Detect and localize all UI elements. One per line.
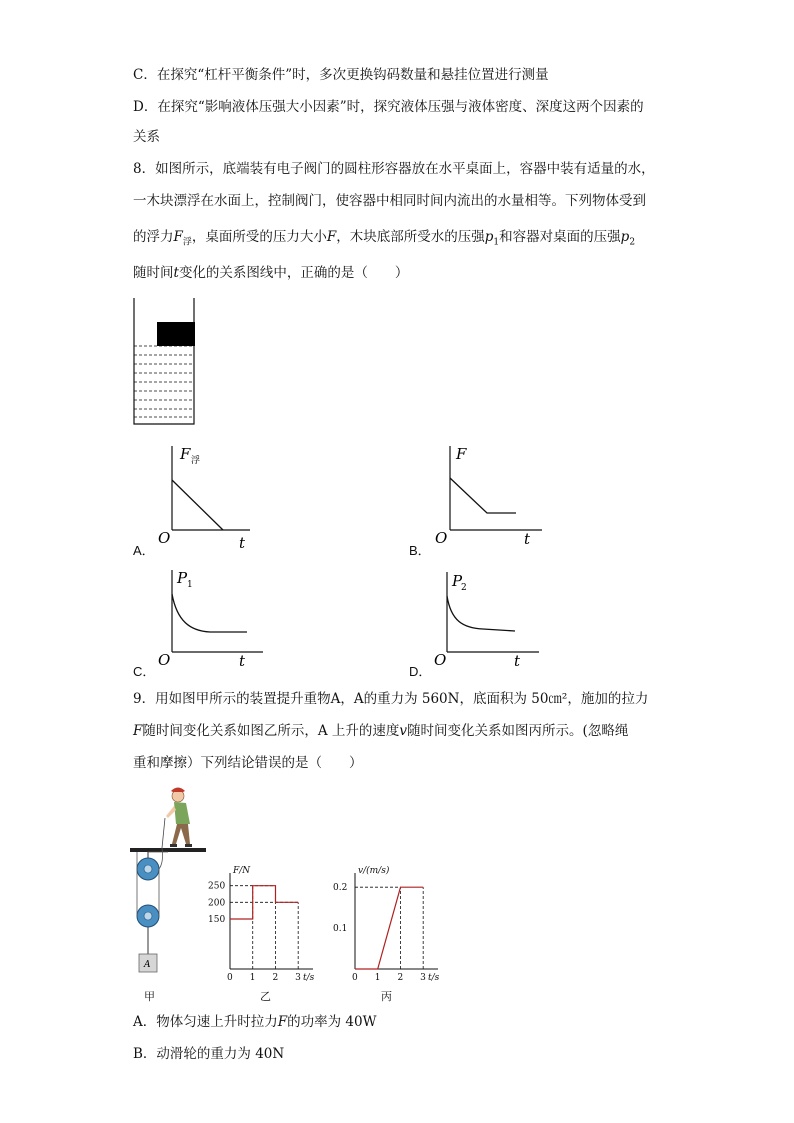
chart-bing-xtick: 1 — [374, 973, 381, 983]
q8-sym-p2: p — [620, 229, 630, 245]
q9-line1: 9．用如图甲所示的装置提升重物A，A的重力为 560N，底面积为 50㎝²，施加的拉力 — [133, 691, 649, 707]
q8-option-c-label[interactable]: C． — [133, 664, 156, 679]
chart-bing-ytick: 0.1 — [333, 924, 348, 935]
chart-bing-xtick: 0 — [352, 973, 358, 983]
q9-option-b[interactable]: B．动滑轮的重力为 40N — [133, 1046, 285, 1062]
q9-option-a-sym: F — [277, 1014, 288, 1030]
chart-yi-xtick: 2 — [272, 973, 279, 983]
q8-line3-c: ，木块底部所受水的压强 — [336, 229, 485, 245]
q8-line4-a: 随时间 — [133, 265, 174, 281]
q8-b-xlabel: t — [524, 530, 531, 548]
chart-yi-ytick: 200 — [208, 898, 226, 909]
q8-option-a-label[interactable]: A． — [133, 543, 155, 558]
q8-sym-p2-sub: 2 — [629, 237, 636, 248]
chart-yi-ytick: 150 — [208, 915, 226, 925]
q8-sym-f2: F — [326, 229, 337, 245]
q8-line4 — [133, 264, 408, 282]
q8-line3-a: 的浮力 — [133, 229, 174, 245]
chart-bing-xtick: 2 — [397, 973, 404, 983]
q8-line3 — [133, 228, 635, 252]
q8-line3-b: ，桌面所受的压力大小 — [191, 229, 327, 245]
q8-b-ylabel: F — [456, 445, 467, 463]
chart-yi-xlabel: t/s — [303, 973, 315, 983]
wood-block — [157, 322, 195, 346]
q8-c-origin: O — [158, 651, 171, 669]
q9-option-a-rest: 的功率为 40W — [287, 1014, 377, 1030]
chart-bing-xlabel: t/s — [428, 973, 440, 983]
q8-sym-p1-sub: 1 — [493, 237, 500, 248]
q8-option-c-graph[interactable] — [155, 566, 270, 676]
q8-d-origin: O — [434, 651, 447, 669]
q8-d-xlabel: t — [514, 652, 521, 670]
q8-sym-f-sub: 浮 — [182, 237, 192, 248]
q8-option-b-graph[interactable] — [432, 440, 547, 555]
q9-line2-d: 随时间变化关系如图丙所示。(忽略绳 — [407, 723, 629, 739]
q8-d-ysub: 2 — [461, 583, 467, 593]
q9-option-a[interactable] — [133, 1013, 376, 1031]
container-figure — [133, 298, 195, 426]
q8-c-xlabel: t — [239, 652, 246, 670]
q8-a-xlabel: t — [239, 534, 246, 552]
person-illustration — [166, 788, 192, 848]
q8-a-ysub: 浮 — [191, 456, 201, 466]
q8-c-ylabel: P — [177, 569, 188, 587]
q8-option-d-label[interactable]: D． — [409, 664, 432, 679]
q8-option-b-label[interactable]: B． — [409, 543, 431, 558]
fig-bing-caption: 丙 — [381, 991, 392, 1003]
q8-a-ylabel: F — [180, 445, 191, 463]
chart-yi-ytick: 250 — [208, 881, 226, 892]
q9-sym-v: v — [399, 723, 408, 739]
q8-sym-t: t — [173, 265, 179, 281]
chart-bing-xtick: 3 — [420, 973, 426, 983]
chart-bing-ylabel: v/(m/s) — [358, 866, 390, 876]
q8-line2: 一木块漂浮在水面上，控制阀门，使容器中相同时间内流出的水量相等。下列物体受到 — [133, 193, 646, 209]
chart-yi-xtick: 3 — [295, 973, 301, 983]
q8-line4-b: 变化的关系图线中，正确的是（ ） — [178, 265, 409, 281]
chart-yi — [205, 864, 330, 984]
q8-b-origin: O — [435, 529, 448, 547]
fig-jia-caption: 甲 — [144, 991, 155, 1003]
q8-c-ysub: 1 — [187, 580, 193, 590]
q8-d-ylabel: P — [452, 572, 463, 590]
q8-option-d-graph[interactable] — [431, 566, 546, 676]
q8-a-origin: O — [158, 529, 171, 547]
chart-yi-xtick: 0 — [227, 973, 233, 983]
pulley-figure — [128, 782, 213, 1002]
fig-yi-caption: 乙 — [260, 991, 271, 1003]
q9-line2-b: 随时间变化关系如图乙所示，A 上升的速度 — [142, 723, 400, 739]
chart-bing-series-line — [355, 887, 423, 969]
q9-sym-f: F — [133, 723, 143, 739]
q9-line3: 重和摩擦）下列结论错误的是（ ） — [133, 755, 363, 771]
chart-yi-xtick: 1 — [249, 973, 256, 983]
chart-bing-ytick: 0.2 — [333, 883, 348, 894]
q8-line1: 8．如图所示，底端装有电子阀门的圆柱形容器放在水平桌面上，容器中装有适量的水， — [133, 161, 655, 177]
q8-sym-p1: p — [484, 229, 494, 245]
weight-a-label: A — [144, 960, 151, 970]
chart-yi-ylabel: F/N — [233, 866, 251, 876]
q9-option-a-text: A．物体匀速上升时拉力 — [133, 1014, 278, 1030]
prev-option-c: C．在探究“杠杆平衡条件”时，多次更换钩码数量和悬挂位置进行测量 — [133, 67, 549, 83]
prev-option-d-line2: 关系 — [133, 129, 160, 145]
q8-option-a-graph[interactable] — [155, 440, 265, 555]
q8-sym-f: F — [173, 229, 183, 245]
prev-option-d-line1: D．在探究“影响液体压强大小因素”时，探究液体压强与液体密度、深度这两个因素的 — [133, 99, 644, 115]
chart-bing — [330, 864, 455, 984]
q8-line3-d: 和容器对桌面的压强 — [499, 229, 621, 245]
q9-line2 — [133, 722, 628, 740]
